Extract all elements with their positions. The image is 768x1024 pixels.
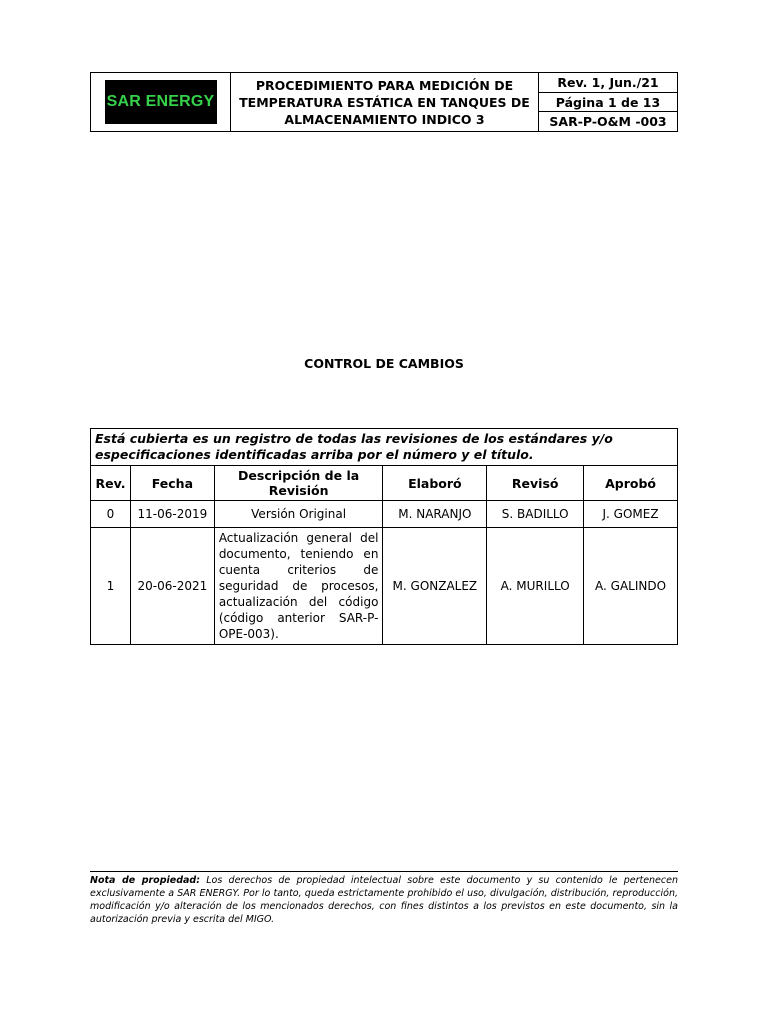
cell-aprobo: A. GALINDO	[584, 528, 678, 645]
logo-text: SAR ENERGY	[106, 93, 215, 110]
col-header-elaboro: Elaboró	[383, 466, 487, 501]
table-row	[91, 528, 678, 645]
section-title: CONTROL DE CAMBIOS	[304, 356, 464, 371]
table-row	[91, 501, 678, 528]
property-note	[90, 874, 678, 926]
intro-row	[91, 429, 678, 466]
company-logo	[105, 80, 217, 124]
cell-descripcion: Versión Original	[214, 501, 383, 528]
page-number: Página 1 de 13	[539, 93, 677, 113]
revision-label: Rev. 1, Jun./21	[539, 73, 677, 93]
cell-reviso: A. MURILLO	[487, 528, 584, 645]
cell-rev: 0	[91, 501, 131, 528]
document-meta	[539, 73, 677, 131]
cell-elaboro: M. GONZALEZ	[383, 528, 487, 645]
header-row	[91, 466, 678, 501]
col-header-aprobo: Aprobó	[584, 466, 678, 501]
col-header-descripcion: Descripción de la Revisión	[214, 466, 383, 501]
cell-elaboro: M. NARANJO	[383, 501, 487, 528]
document-header	[90, 72, 678, 132]
logo-cell	[91, 73, 231, 131]
document-code: SAR-P-O&M -003	[549, 114, 667, 130]
changes-table	[90, 428, 678, 645]
cell-fecha: 20-06-2021	[130, 528, 214, 645]
cell-reviso: S. BADILLO	[487, 501, 584, 528]
cell-fecha: 11-06-2019	[130, 501, 214, 528]
cell-aprobo: J. GOMEZ	[584, 501, 678, 528]
col-header-fecha: Fecha	[130, 466, 214, 501]
property-note-text: Los derechos de propiedad intelectual sobre este documento y su contenido le pertenecen exclusivamente a SAR ENERGY. Por lo tanto, queda estrictamente prohibido el uso, divulgación, distribución, reproducción, modificación y/o alteración de los mencionados derechos, con fines distintos a los previstos en este documento, sin la autorización previa y escrita del MIGO.	[90, 875, 678, 925]
col-header-rev: Rev.	[91, 466, 131, 501]
cell-descripcion: Actualización general del documento, teniendo en cuenta criterios de seguridad de procesos, actualización del código (código anterior SAR-P-OPE-003).	[214, 528, 383, 645]
col-header-reviso: Revisó	[487, 466, 584, 501]
footer-divider	[90, 871, 678, 872]
table-intro: Está cubierta es un registro de todas las revisiones de los estándares y/o especificaciones identificadas arriba por el número y el título.	[91, 429, 678, 466]
cell-rev: 1	[91, 528, 131, 645]
property-note-label: Nota de propiedad:	[90, 875, 201, 886]
document-title: PROCEDIMIENTO PARA MEDICIÓN DE TEMPERATURA ESTÁTICA EN TANQUES DE ALMACENAMIENTO INDICO 3	[231, 73, 539, 131]
